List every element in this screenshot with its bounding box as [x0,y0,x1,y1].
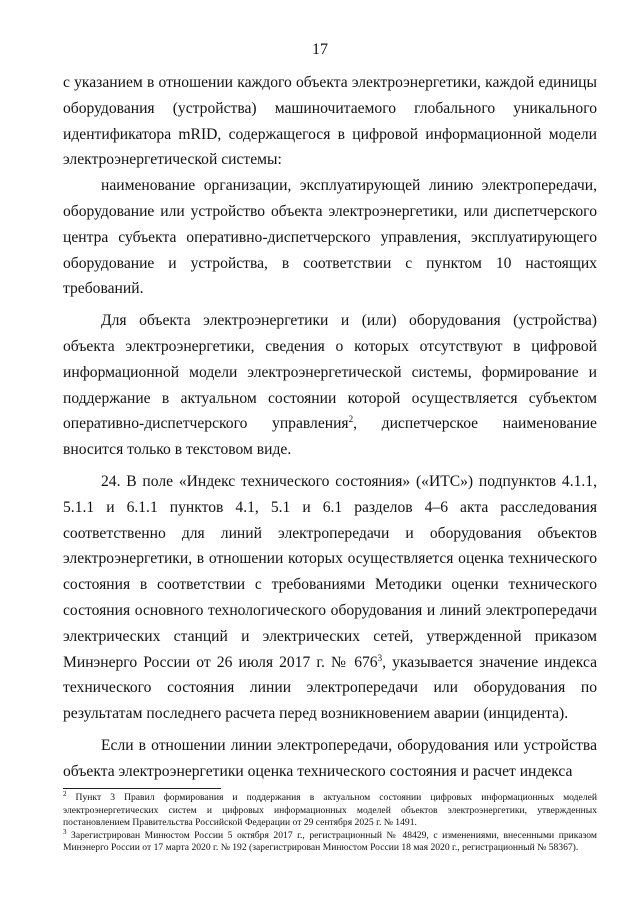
paragraph-text: Для объекта электроэнергетики и (или) оборудования (устройства) объекта электроэнергетики, сведения о которых отсутствуют в цифровой информационной модели электроэнергетической системы, формирование и поддержание в актуальном состоянии которой осуществляется субъектом оперативно-диспетчерского управления [63,312,597,433]
footnote-3 [63,827,597,855]
footnote-marker: 3 [63,827,67,836]
footnote-marker: 2 [63,789,67,798]
footnote-ref: 3 [377,652,383,663]
paragraph-dispatch-name [63,308,597,463]
paragraph-text: , указывается значение индекса технического состояния линии электропередачи или оборудования по результатам последнего расчета перед возникновением аварии (инцидента). [63,653,597,723]
footnote-text: Пункт 3 Правил формирования и поддержания в актуальном состоянии цифровых информационных моделей электроэнергетических систем и цифровых информационных моделей объектов электроэнергетики, утвержденных постановлением Правительства Российской Федерации от 29 сентября 2025 г. № 1491. [63,792,597,829]
page-number: 17 [312,41,328,58]
paragraph-organization-name: наименование организации, эксплуатирующей линию электропередачи, оборудование или устройство объекта электроэнергетики, или диспетчерского центра субъекта оперативно-диспетчерского управления, эксплуатирующего оборудование и устройства, в соответствии с пунктом 10 настоящих требований. [63,177,597,298]
paragraph-text: 24. В поле «Индекс технического состояния» («ИТС») подпунктов 4.1.1, 5.1.1 и 6.1.1 пунктов 4.1, 5.1 и 6.1 разделов 4–6 акта расследования соответственно для линий электропередачи и оборудования объектов электроэнергетики, в отношении которых осуществляется оценка технического состояния в соответствии с требованиями Методики оценки технического состояния основного технологического оборудования и линий электропередачи электрических станций и электрических сетей, утвержденной приказом Минэнерго России от 26 июля 2017 г. № 676 [63,472,597,671]
footnote-separator [63,788,221,789]
paragraph-mrid-intro: с указанием в отношении каждого объекта электроэнергетики, каждой единицы оборудования (устройства) машиночитаемого глобального уникального идентификатора mRID, содержащегося в цифровой информационной модели электроэнергетической системы: [63,74,597,169]
document-body [63,70,597,785]
footnotes-block [63,789,597,855]
footnote-ref: 2 [348,414,354,425]
paragraph-text: , диспетчерское наименование вносится только в текстовом виде. [63,415,597,459]
footnote-text: Зарегистрирован Минюстом России 5 октября 2017 г., регистрационный № 48429, с изменениями, внесенными приказом Минэнерго России от 17 марта 2020 г. № 192 (зарегистрирован Минюстом России 18 мая 2020 г., регистрационный № 58367). [63,829,597,854]
footnote-2 [63,789,597,830]
paragraph-continuation: Если в отношении линии электропередачи, оборудования или устройства объекта электроэнергетики оценка технического состояния и расчет индекса [63,736,597,780]
paragraph-item-24 [63,469,597,727]
